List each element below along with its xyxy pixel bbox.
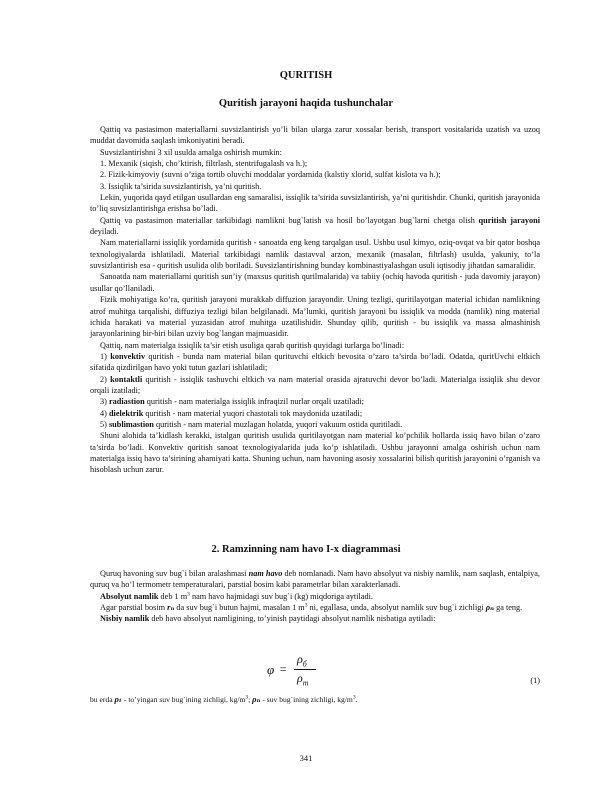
- phi-symbol: φ: [267, 662, 275, 677]
- paragraph: Absolyut namlik deb 1 $m^3$ nam havo hajmidagi suv bug`i (kg) miqdoriga aytiladi.: [100, 590, 373, 601]
- paragraph: Nisbiy namlik deb havo absolyut namligining, to’yinish paytidagi absolyut namlik nisbatiga aytiladi:: [100, 614, 436, 624]
- paragraph: Suvsizlantirishni 3 xil usulda amalga oshirish mumkin:: [100, 147, 282, 157]
- body-text-section-1: [90, 124, 540, 476]
- paragraph: Agar parstial bosim rₙ da suv bug`i butun hajmi, masalan 1 $m^3$ ni, egallasa, unda, absolyut namlik suv bug`i zichligi ρₙ ga teng.: [100, 602, 523, 613]
- paragraph: 1) konvektiv quritish - bunda nam material bilan qurituvchi eltkich bevosita o’zaro ta’sirda bo’ladi. Odatda, quritUvchi eltkich sifatida qizdirilgan havo yoki tutun gazlari ishlatiladi;: [90, 351, 540, 373]
- equation-number: (1): [530, 676, 540, 685]
- page-number: 341: [299, 753, 313, 763]
- paragraph: 3) radiastion quritish - nam materialga issiqlik infraqizil nurlar orqali uzatiladi;: [100, 397, 364, 407]
- denominator: $\rho_т$: [297, 671, 309, 688]
- paragraph: 3. Issiqlik ta’sirida suvsizlantirish, ya’ni quritish.: [100, 181, 262, 191]
- paragraph: 5) sublimastion quritish - nam material muzlagan holatda, yuqori vakuum ostida quritiladi.: [100, 419, 403, 429]
- paragraph: 4) dielektrik quritish - nam material yuqori chastotali tok maydonida uzatiladi;: [100, 408, 363, 418]
- paragraph: 2. Fizik-kimyoviy (suvni o’ziga tortib oluvchi moddalar yordamida (kalstiy xlorid, sulfat kislota va h.);: [100, 170, 441, 180]
- paragraph: Qattiq va pastasimon materiallarni suvsizlantirish yo’li bilan ularga zarur xossalar berish, transport vositalarida uzatish va uzoq muddat davomida saqlash imkoniyatini beradi.: [90, 125, 540, 146]
- equals-sign: =: [279, 662, 288, 676]
- paragraph: Qattiq, nam materialga issiqlik ta’sir etish usuliga qarab quritish quyidagi turlarga bo’linadi:: [100, 340, 405, 350]
- paragraph: 1. Mexanik (siqish, cho’ktirish, filtrlash, stentrifugalash va h.);: [100, 159, 308, 169]
- body-text-section-2: [90, 568, 540, 625]
- paragraph: Shuni alohida ta’kidlash kerakki, istalgan quritish usulida quritilayotgan nam material ko’pchilik hollarda issiq havo bilan o’zaro ta’sirda bo’ladi. Konvektiv quritish sanoat texnologiyalarida juda ko’p ishlatiladi. Ushbu jarayonni amalga oshirish uchun nam materialga issiq havo ta’sirining ahamiyati katta. Shuning uchun, nam havoning asosiy xossalarini bilish quritish jarayonini o’rganish va hisoblash uchun zarur.: [90, 431, 540, 475]
- numerator: $\rho_б$: [297, 652, 307, 669]
- fraction-bar: [294, 669, 316, 670]
- paragraph: Quruq havoning suv bug`i bilan aralashmasi nam havo deb nomlanadi. Nam havo absolyut va nisbiy namlik, nam saqlash, entalpiya, quruq va ho’l termometr temperaturalari, parstial bosim kabi parametrlar bilan xarakterlanadi.: [90, 569, 540, 590]
- section-2-title: 2. Ramzinning nam havo I-x diagrammasi: [211, 544, 401, 555]
- page-title: QURITISH: [279, 70, 333, 81]
- paragraph: Lekin, yuqorida qayd etilgan usullardan eng samaralisi, issiqlik ta’sirida suvsizlantirish, ya’ni quritishdir. Chunki, quritish jarayonida to’liq suvsizlantirishga erishsa bo’ladi.: [90, 193, 540, 214]
- paragraph: Sanoatda nam materiallarni quritish sun’iy (maxsus quritish qurilmalarida) va tabiiy (ochiq havoda quritish - juda davomiy jarayon) usullar qo’llaniladi.: [90, 272, 540, 293]
- formula-relative-humidity: [0, 652, 612, 692]
- paragraph: Fizik mohiyatiga ko’ra, quritish jarayoni murakkab diffuzion jarayondir. Uning tezligi, quritilayotgan material ichidan namlikning atrof muhitga tarqalishi, diffuziya tezligi bilan belgilanadi. Ma’lumki, quritish jarayoni bu issiqlik va modda (namlik) ning material ichida harakati va material yuzasidan atrof muhitga uzatilishidir. Shunday qilib, quritish - bu issiqlik va massa almashinish jarayonlarining bir-biri bilan uzviy bog`langan majmuasidir.: [90, 295, 540, 339]
- section-subtitle: Quritish jarayoni haqida tushunchalar: [218, 98, 394, 109]
- paragraph: 2) kontaktli quritish - issiqlik tashuvchi eltkich va nam material orasida ajratuvchi devor bo’ladi. Materialga issiqlik shu devor orqali izatiladi;: [90, 374, 541, 395]
- paragraph: Qattiq va pastasimon materiallar tarkibidagi namlikni bug`latish va hosil bo’layotgan bug`larni chetga olish quritish jarayoni deyiladi.: [90, 215, 540, 237]
- formula-note: bu erda ρₜ - to’yingan suv bug`ining zichligi, $kg/m^3$; ρₙ - suv bug`ining zichligi, $kg/m^3$.: [90, 694, 358, 704]
- paragraph: Nam materiallarni issiqlik yordamida quritish - sanoatda eng keng tarqalgan usul. Ushbu usul kimyo, oziq-ovqat va bir qator boshqa texnologiyalarda ishlatiladi. Material tarkibidagi namlik dastavval arzon, mexanik (masalan, filtrlash) usulda, yakuniy, to’la suvsizlantirish esa - quritish usulida olib boriladi. Suvsizlantirishning bunday kombinastiyalashgan usuli iqtisodiy jihatdan samaralidir.: [90, 238, 540, 271]
